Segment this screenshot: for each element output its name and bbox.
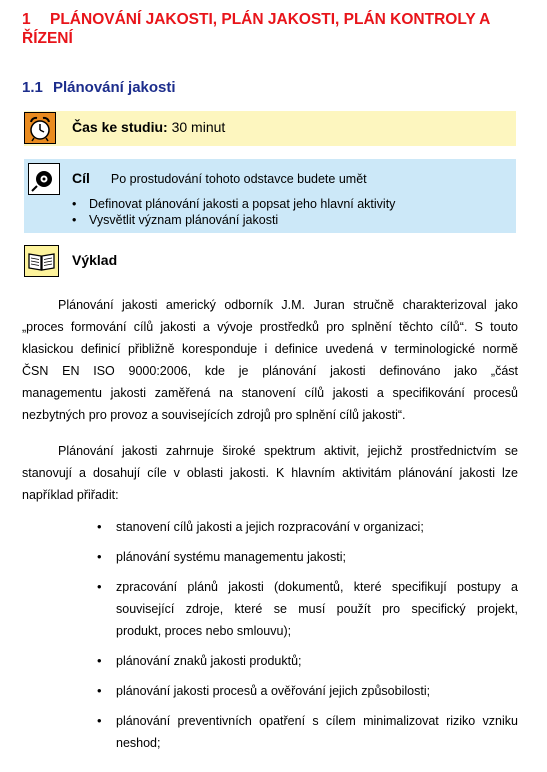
paragraph-line: stanovují a dosahují cíle v oblasti jakosti. K hlavním aktivitám plánování jakosti lze xyxy=(22,466,518,480)
list-item-line: • plánování znaků jakosti produktů; xyxy=(116,654,302,668)
paragraph-2 xyxy=(22,440,518,506)
paragraph-line: managementu jakosti zaměřená na stanovení cílů jakosti a specifikování procesů xyxy=(22,386,518,400)
goal-list xyxy=(72,197,395,228)
study-time-value: 30 minut xyxy=(171,119,226,135)
chapter-heading xyxy=(22,10,522,48)
alarm-clock-icon xyxy=(24,112,56,144)
list-item xyxy=(97,650,518,672)
goal-label: Cíl xyxy=(72,170,90,186)
study-time-label: Čas ke studiu: xyxy=(72,119,168,135)
paragraph-line: například přiřadit: xyxy=(22,488,119,502)
paragraph-line: ČSN EN ISO 9000:2006, kde je plánování jakosti definováno jako „část xyxy=(22,364,518,378)
list-item xyxy=(97,576,518,642)
goal-header xyxy=(72,170,367,188)
list-item xyxy=(97,680,518,702)
goal-box xyxy=(24,159,516,233)
paragraph-line: klasickou definicí přibližně koresponduje i definice uvedená v terminologické normě xyxy=(22,342,518,356)
paragraph-1 xyxy=(22,294,518,426)
list-item-line: neshod; xyxy=(116,736,161,750)
list-item-line: • plánování preventivních opatření s cílem minimalizovat riziko vzniku xyxy=(116,714,518,728)
list-item-line: • plánování systému managementu jakosti; xyxy=(116,550,346,564)
list-item-line: související zdroje, které se musí použít pro specifický projekt, xyxy=(116,602,518,616)
goal-item: • Vysvětlit význam plánování jakosti xyxy=(72,213,395,229)
study-time-text xyxy=(72,119,225,136)
chapter-title: PLÁNOVÁNÍ JAKOSTI, PLÁN JAKOSTI, PLÁN KONTROLY A ŘÍZENÍ xyxy=(22,11,490,47)
goal-intro: Po prostudování tohoto odstavce budete umět xyxy=(110,172,367,186)
section-number: 1.1 xyxy=(22,79,43,96)
list-item-line: • zpracování plánů jakosti (dokumentů, které specifikují postupy a xyxy=(116,580,518,594)
paragraph-line: Plánování jakosti zahrnuje široké spektrum aktivit, jejichž prostřednictvím se xyxy=(58,444,518,458)
study-time-box xyxy=(24,111,516,146)
list-item-line: • plánování jakosti procesů a ověřování jejich způsobilosti; xyxy=(116,684,431,698)
section-heading xyxy=(22,79,176,97)
paragraph-line: „proces formování cílů jakosti a vývoje prostředků pro splnění těchto cílů“. S touto xyxy=(22,320,518,334)
activities-list xyxy=(97,516,518,762)
paragraph-line: Plánování jakosti americký odborník J.M. Juran stručně charakterizoval jako xyxy=(58,298,518,312)
list-item xyxy=(97,710,518,754)
target-icon xyxy=(28,163,60,195)
list-item-line: • stanovení cílů jakosti a jejich rozpracování v organizaci; xyxy=(116,520,424,534)
chapter-number: 1 xyxy=(22,11,31,28)
list-item xyxy=(97,516,518,538)
section-title: Plánování jakosti xyxy=(53,79,176,96)
list-item xyxy=(97,546,518,568)
goal-item: • Definovat plánování jakosti a popsat jeho hlavní aktivity xyxy=(72,197,395,213)
open-book-icon xyxy=(24,245,59,277)
explanation-label: Výklad xyxy=(72,252,118,268)
list-item-line: produkt, proces nebo smlouvu); xyxy=(116,624,292,638)
paragraph-line: nezbytných pro provoz a souvisejících zdrojů pro splnění cílů jakosti“. xyxy=(22,408,406,422)
